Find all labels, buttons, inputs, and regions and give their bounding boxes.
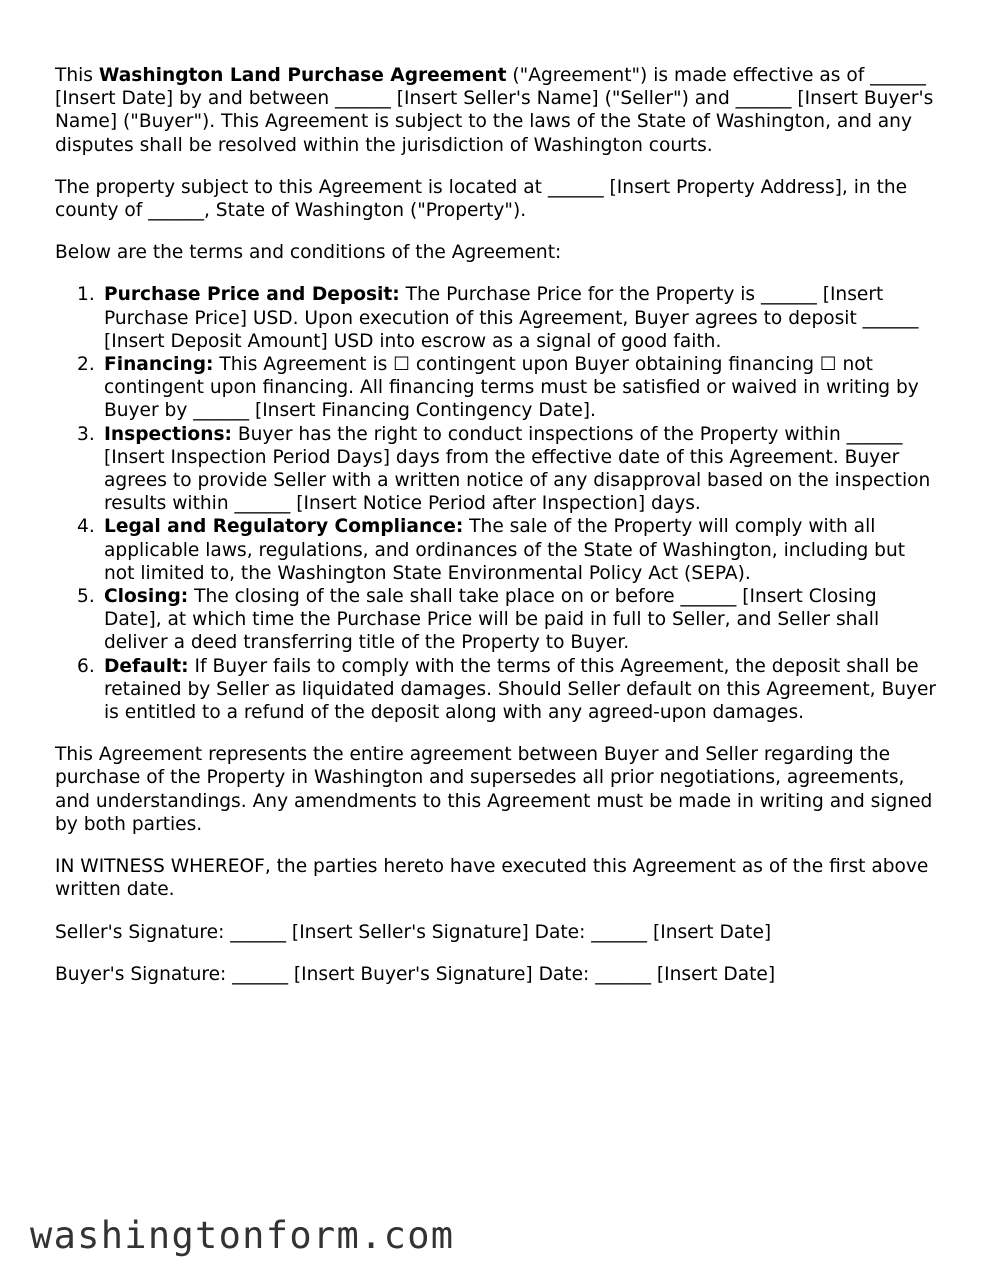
list-item: [55, 353, 940, 423]
list-item: [55, 283, 940, 353]
term-text: The Purchase Price for the Property is ______ [Insert Purchase Price] USD. Upon execution of this Agreement, Buyer agrees to deposit ______ [Insert Deposit Amount] USD into escrow as a signal of good faith.: [104, 284, 919, 352]
term-text: Buyer has the right to conduct inspections of the Property within ______ [Insert Inspection Period Days] days from the effective date of this Agreement. Buyer agrees to provide Seller with a written notice of any disapproval based on the inspection results within ______ [Insert Notice Period after Inspection] days.: [104, 423, 931, 515]
item-number: 5.: [77, 586, 95, 608]
term-text: If Buyer fails to comply with the terms of this Agreement, the deposit shall be retained by Seller as liquidated damages. Should Seller default on this Agreement, Buyer is entitled to a refund of the deposit along with any agreed-upon damages.: [104, 655, 937, 724]
term-heading: Purchase Price and Deposit:: [104, 284, 400, 306]
item-number: 3.: [77, 423, 95, 445]
property-paragraph: The property subject to this Agreement is located at ______ [Insert Property Address], in the county of ______, State of Washington ("Property").: [55, 176, 908, 222]
seller-signature-line: Seller's Signature: ______ [Insert Seller's Signature] Date: ______ [Insert Date]: [55, 921, 772, 943]
term-text: The closing of the sale shall take place on or before ______ [Insert Closing Date], at which time the Purchase Price will be paid in full to Seller, and Seller shall deliver a deed transferring title of the Property to Buyer.: [104, 586, 880, 654]
intro-text-continued: ("Agreement") is made effective as of ______ [Insert Date] by and between ______ [Insert Seller's Name] ("Seller") and ______ [Insert Buyer's Name] ("Buyer"). This Agreement is subject to the laws of the State of Washington, and any disputes shall be resolved within the jurisdiction of Washington courts.: [55, 65, 934, 156]
terms-intro: Below are the terms and conditions of the Agreement:: [55, 242, 562, 264]
agreement-title: Washington Land Purchase Agreement: [98, 65, 507, 86]
document-body: [55, 64, 940, 1005]
entire-agreement-paragraph: This Agreement represents the entire agreement between Buyer and Seller regarding the purchase of the Property in Washington and supersedes all prior negotiations, agreements, and understandings. Any amendments to this Agreement must be made in writing and signed by both parties.: [55, 744, 933, 835]
buyer-signature-line: Buyer's Signature: ______ [Insert Buyer's Signature] Date: ______ [Insert Date]: [55, 963, 776, 985]
list-item: [55, 655, 940, 725]
intro-paragraph: [55, 64, 940, 157]
term-text: The sale of the Property will comply with all applicable laws, regulations, and ordinances of the State of Washington, including but not limited to, the Washington State Environmental Policy Act (SEPA).: [104, 516, 906, 584]
term-heading: Legal and Regulatory Compliance:: [104, 516, 464, 538]
list-item: [55, 585, 940, 655]
site-watermark: washingtonform.com: [30, 1214, 455, 1257]
item-number: 2.: [77, 354, 95, 376]
term-heading: Financing:: [104, 354, 214, 376]
witness-paragraph: IN WITNESS WHEREOF, the parties hereto have executed this Agreement as of the first above written date.: [55, 856, 929, 901]
term-text: This Agreement is ☐ contingent upon Buyer obtaining financing ☐ not contingent upon financing. All financing terms must be satisfied or waived in writing by Buyer by ______ [Insert Financing Contingency Date].: [104, 354, 919, 422]
list-item: [55, 515, 940, 585]
intro-text: This: [55, 65, 99, 86]
item-number: 4.: [77, 516, 95, 538]
list-item: [55, 423, 940, 516]
term-heading: Closing:: [104, 586, 189, 608]
term-heading: Inspections:: [104, 423, 232, 445]
terms-list: [55, 283, 940, 724]
item-number: 1.: [77, 284, 95, 306]
term-heading: Default:: [104, 655, 189, 677]
item-number: 6.: [77, 655, 95, 677]
